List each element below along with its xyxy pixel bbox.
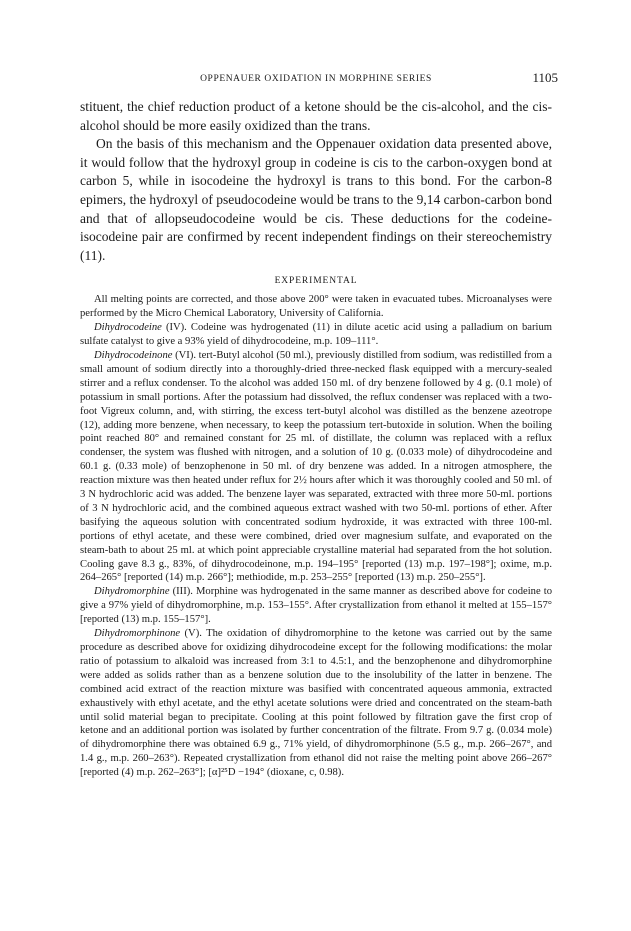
section-heading-experimental: EXPERIMENTAL xyxy=(274,276,358,287)
compound-name-dihydrocodeinone: Dihydrocodeinone xyxy=(94,349,173,361)
paragraph-general-notes: All melting points are corrected, and those above 200° were taken in evacuated tubes. Microanalyses were performed by the Micro Chemical Laboratory, University of California. xyxy=(80,294,552,320)
compound-name-dihydrocodeine: Dihydrocodeine xyxy=(94,322,162,334)
paragraph-dihydrocodeinone xyxy=(80,349,552,585)
paragraph-mechanism: On the basis of this mechanism and the Oppenauer oxidation data presented above, it would follow that the hydroxyl group in codeine is cis to the carbon-oxygen bond at carbon 5, while in isocodeine the hydroxyl is trans to this bond. For the carbon-8 epimers, the hydroxyl of pseudocodeine would be trans to the 9,14 carbon-carbon bond and that of allopseudocodeine would be cis. These deductions for the codeine-isocodeine pair are confirmed by recent independent findings on their stereochemistry (11). xyxy=(80,136,552,263)
discussion-section xyxy=(80,98,552,265)
compound-name-dihydromorphinone: Dihydromorphinone xyxy=(94,628,181,640)
journal-page xyxy=(80,70,558,780)
experimental-section xyxy=(80,293,552,780)
running-title: OPPENAUER OXIDATION IN MORPHINE SERIES xyxy=(200,74,432,84)
paragraph-continuation: stituent, the chief reduction product of a ketone should be the cis-alcohol, and the cis-alcohol should be more easily oxidized than the trans. xyxy=(80,99,552,133)
compound-name-dihydromorphine: Dihydromorphine xyxy=(94,586,170,598)
paragraph-dihydromorphinone xyxy=(80,627,552,780)
procedure-dihydrocodeinone: (VI). tert-Butyl alcohol (50 ml.), previously distilled from sodium, was redistilled from a small amount of sodium directly into a thoroughly-dried three-necked flask equipped with a mercury-sealed stirrer and a reflux condenser. To the alcohol was added 150 ml. of dry benzene followed by 4 g. (0.1 mole) of potassium in small portions. After the potassium had dissolved, the reflux condenser was replaced with a two-foot Vigreux column, and, with stirring, the excess tert-butyl alcohol was distilled as the benzene azeotrope (12), adding more benzene, when necessary, to keep the potassium tert-butoxide in solution. When the boiling point reached 80° and remained constant for 25 ml. of distillate, the column was replaced with a reflux condenser, the system was flushed with nitrogen, and a solution of 10 g. (0.033 mole) of dihydrocodeine and 60.1 g. (0.33 mole) of benzophenone in 50 ml. of dry benzene was added. In a nitrogen atmosphere, the reaction mixture was then heated under reflux for 2½ hours after which it was thoroughly cooled and 50 ml. of 3 N hydrochloric acid was added. The benzene layer was separated, extracted with three more 50-ml. portions of 3 N hydrochloric acid, and the combined aqueous extract washed with two 50-ml. portions of ether. After basifying the aqueous solution with concentrated sodium hydroxide, it was extracted with three 100-ml. portions of ethyl acetate, and these were combined, dried over magnesium sulfate, and evaporated on the steam-bath to about 25 ml. at which point appreciable crystalline material had separated from the hot solution. Cooling gave 8.3 g., 83%, of dihydrocodeinone, m.p. 194–195° [reported (13) m.p. 197–198°]; oxime, m.p. 264–265° [reported (14) m.p. 266°]; methiodide, m.p. 253–255° [reported (13) m.p. 250–255°]. xyxy=(80,349,552,584)
procedure-dihydromorphine: (III). Morphine was hydrogenated in the same manner as described above for codeine to give a 97% yield of dihydromorphine, m.p. 153–155°. After crystallization from ethanol it melted at 155–157° [reported (13) m.p. 155–157°]. xyxy=(80,586,552,626)
paragraph-dihydrocodeine xyxy=(80,321,552,349)
running-head xyxy=(80,70,558,92)
procedure-dihydromorphinone: (V). The oxidation of dihydromorphine to the ketone was carried out by the same procedure as described above for oxidizing dihydrocodeine except for the following modifications: the molar ratio of potassium to alkaloid was increased from 3:1 to 4.5:1, and the benzophenone and dihydromorphine were added as solids rather than as a benzene solution due to the insolubility of the latter in benzene. The combined acid extract of the reaction mixture was basified with concentrated aqueous ammonia, extracted exhaustively with ethyl acetate, and the ethyl acetate solutions were dried and concentrated on the steam-bath until solid material began to precipitate. Cooling at this point followed by filtration gave the first crop of ketone and an additional portion was isolated by further concentration of the filtrate. From 9.7 g. (0.034 mole) of dihydromorphine there was obtained 6.9 g., 71% yield, of dihydromorphinone (5.5 g., m.p. 266–267°, and 1.4 g., m.p. 260–263°). Repeated crystallization from ethanol did not raise the melting point above 266–267° [reported (4) m.p. 262–263°]; [α]²⁵D −194° (dioxane, c, 0.98). xyxy=(80,628,552,779)
procedure-dihydrocodeine: (IV). Codeine was hydrogenated (11) in dilute acetic acid using a palladium on barium sulfate catalyst to give a 93% yield of dihydrocodeine, m.p. 109–111°. xyxy=(80,322,552,348)
page-number: 1105 xyxy=(532,70,558,85)
paragraph-dihydromorphine xyxy=(80,585,552,627)
